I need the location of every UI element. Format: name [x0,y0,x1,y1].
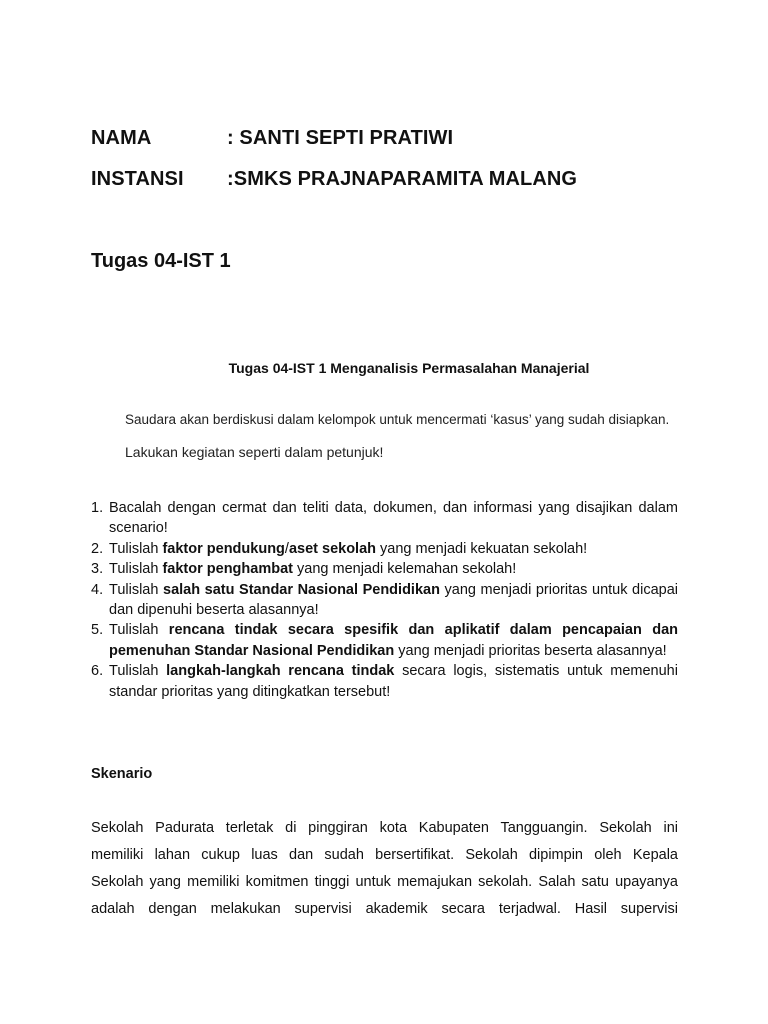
task-emphasis: salah satu Standar Nasional Pendidikan [163,581,440,598]
task-list [91,498,678,702]
institution-row [91,168,577,191]
task-emphasis: aset sekolah [288,540,377,557]
task-item [91,559,678,579]
task-text: / [284,540,289,557]
task-number: 6. [91,663,104,680]
scenario-line: Sekolah yang memiliki komitmen tinggi untuk memajukan sekolah. Salah satu upayanya [91,874,678,890]
task-number: 5. [91,622,104,639]
task-text: Tulislah [109,581,163,598]
task-emphasis: faktor pendukung [162,540,285,557]
section-title: Tugas 04-IST 1 Menganalisis Permasalahan Manajerial [228,360,590,376]
task-number: 1. [91,500,104,516]
task-text: yang menjadi kelemahan sekolah! [292,561,517,578]
task-number: 4. [91,581,104,598]
scenario-line: memiliki lahan cukup luas dan sudah bersertifikat. Sekolah dipimpin oleh Kepala [91,847,678,863]
task-text: Bacalah dengan cermat dan teliti data, dokumen, dan informasi yang disajikan dalam scenario! [109,500,678,537]
task-emphasis: langkah-langkah rencana tindak [166,663,395,680]
scenario-paragraph [91,815,678,923]
intro-text-2: Lakukan kegiatan seperti dalam petunjuk! [125,444,384,460]
task-item [91,539,678,559]
name-label: NAMA [91,127,152,149]
task-text: Tulislah [109,561,163,578]
task-emphasis: faktor penghambat [162,561,293,578]
task-number: 2. [91,540,104,557]
task-text: Tulislah [109,622,169,639]
intro-text-1: Saudara akan berdiskusi dalam kelompok untuk mencermati ‘kasus’ yang sudah disiapkan. [125,412,670,427]
assignment-title: Tugas 04-IST 1 [91,250,231,272]
scenario-line: adalah dengan melakukan supervisi akademik secara terjadwal. Hasil supervisi [91,901,678,917]
task-text: secara logis, sistematis untuk memenuhi standar prioritas yang ditingkatkan tersebut! [109,663,678,700]
scenario-heading: Skenario [91,766,153,782]
task-text: yang menjadi prioritas beserta alasannya! [394,642,667,659]
task-item [91,620,678,661]
task-item [91,661,678,702]
task-text: yang menjadi prioritas untuk dicapai dan dipenuhi beserta alasannya! [109,581,678,619]
name-row [91,127,453,150]
task-text: Tulislah [109,540,163,557]
task-text: yang menjadi kekuatan sekolah! [376,540,588,557]
task-item [91,498,678,539]
task-number: 3. [91,561,104,578]
task-text: Tulislah [109,663,167,680]
scenario-line: Sekolah Padurata terletak di pinggiran kota Kabupaten Tangguangin. Sekolah ini [91,820,678,836]
task-emphasis: rencana tindak secara spesifik dan aplikatif dalam pencapaian dan pemenuhan Standar Nasional Pendidikan [109,622,678,659]
institution-label: INSTANSI [91,168,184,190]
institution-value: :SMKS PRAJNAPARAMITA MALANG [227,168,578,190]
task-item [91,580,678,621]
name-value: : SANTI SEPTI PRATIWI [227,127,454,149]
